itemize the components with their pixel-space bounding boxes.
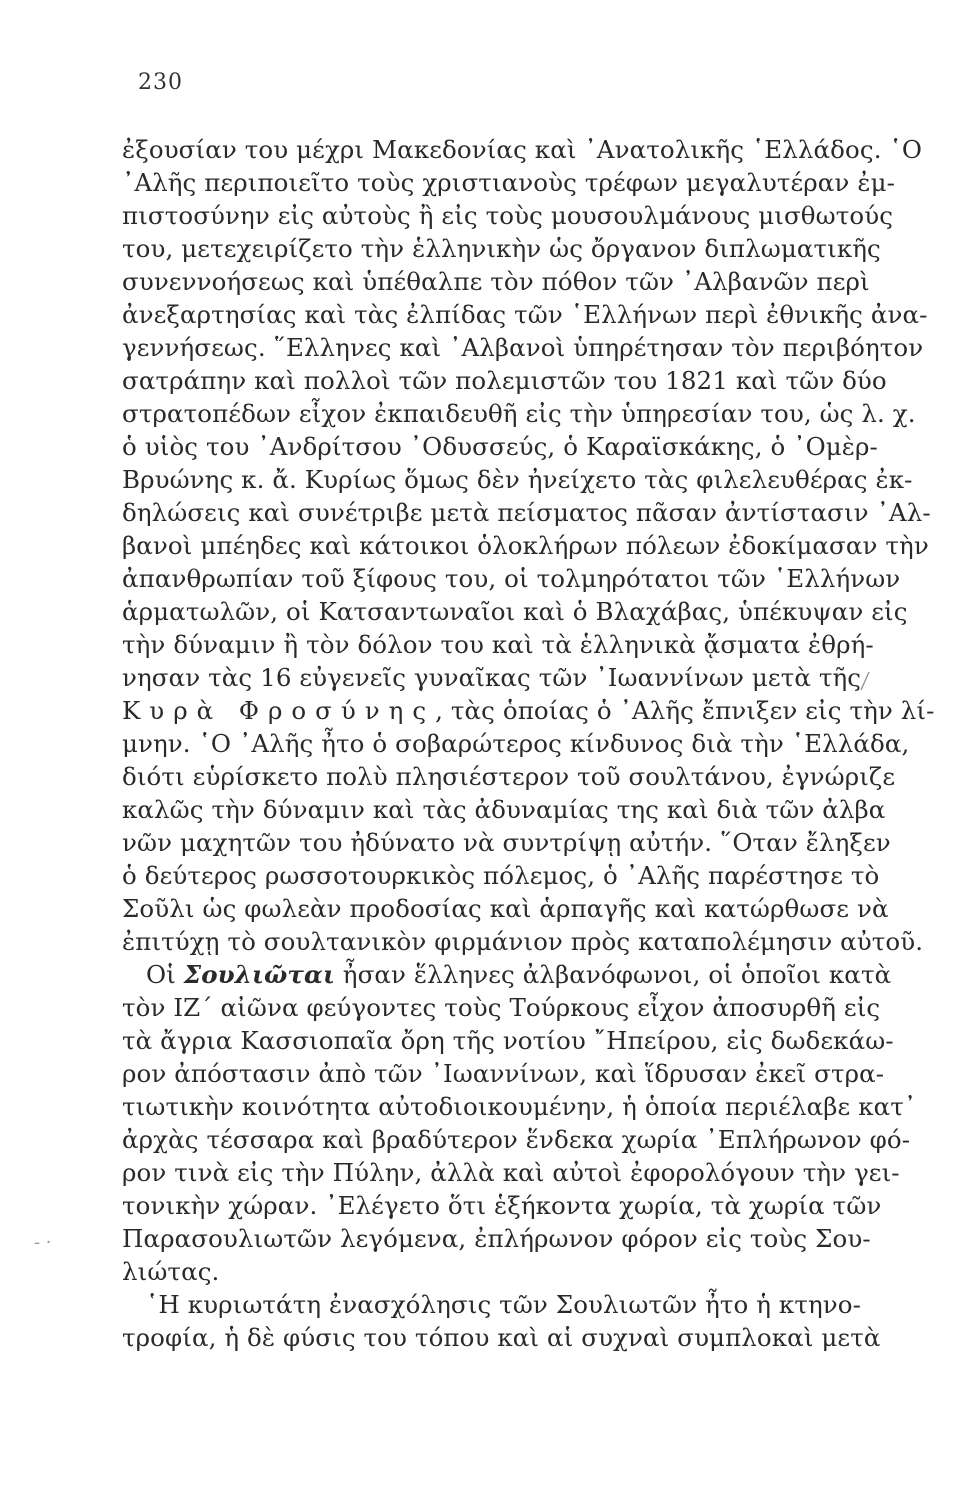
text-line: τὸν ΙΖ΄ αἰῶνα φεύγοντες τοὺς Τούρκους εἶχον ἀποσυρθῆ εἰς: [122, 993, 881, 1022]
text-line: Βρυώνης κ. ἄ. Κυρίως ὅμως δὲν ἠνείχετο τὰς φιλελευθέρας ἐκ-: [122, 465, 913, 494]
text-line: τὰ ἄγρια Κασσιοπαῖα ὄρη τῆς νοτίου ῎Ηπείρου, εἰς δωδεκάω-: [122, 1026, 894, 1055]
text-fragment: ἦσαν ἕλληνες ἀλβανόφωνοι, οἱ ὁποῖοι κατὰ: [334, 960, 892, 989]
text-line: ἀπανθρωπίαν τοῦ ξίφους του, οἱ τολμηρότατοι τῶν ῾Ελλήνων: [122, 564, 901, 593]
text-line: καλῶς τὴν δύναμιν καὶ τὰς ἀδυναμίας της καὶ διὰ τῶν ἀλβα: [122, 795, 886, 824]
text-line: ὁ δεύτερος ρωσσοτουρκικὸς πόλεμος, ὁ ᾿Αλῆς παρέστησε τὸ: [122, 861, 880, 890]
text-line: ἀρχὰς τέσσαρα καὶ βραδύτερον ἕνδεκα χωρία ᾿Επλήρωνον φό-: [122, 1125, 911, 1154]
margin-mark: - ·: [34, 1232, 52, 1253]
text-line: συνεννοήσεως καὶ ὑπέθαλπε τὸν πόθον τῶν ᾿Αλβανῶν περὶ: [122, 267, 870, 296]
emphasized-name: Κυρὰ Φροσύνης: [122, 696, 436, 725]
text-line: λιώτας.: [122, 1257, 220, 1286]
text-line: ἁρματωλῶν, οἱ Κατσαντωναῖοι καὶ ὁ Βλαχάβας, ὑπέκυψαν εἰς: [122, 597, 908, 626]
text-line: του, μετεχειρίζετο τὴν ἑλληνικὴν ὡς ὄργανον διπλωματικῆς: [122, 234, 881, 263]
paragraph-start: ῾Η κυριωτάτη ἐνασχόλησις τῶν Σουλιωτῶν ἦτο ἡ κτηνο-: [146, 1290, 861, 1319]
text-line: τὴν δύναμιν ἢ τὸν δόλον του καὶ τὰ ἑλληνικὰ ᾄσματα ἐθρή-: [122, 630, 874, 659]
text-line: ρον ἀπόστασιν ἀπὸ τῶν ᾿Ιωαννίνων, καὶ ἵδρυσαν ἐκεῖ στρα-: [122, 1059, 885, 1088]
text-line: ἐξουσίαν του μέχρι Μακεδονίας καὶ ᾿Ανατολικῆς ῾Ελλάδος. ῾Ο: [122, 135, 923, 164]
text-line: δηλώσεις καὶ συνέτριβε μετὰ πείσματος πᾶσαν ἀντίστασιν ᾿Αλ-: [122, 498, 931, 527]
text-line: ἐπιτύχῃ τὸ σουλτανικὸν φιρμάνιον πρὸς καταπολέμησιν αὐτοῦ.: [122, 927, 924, 956]
text-line: γεννήσεως. ῞Ελληνες καὶ ᾿Αλβανοὶ ὑπηρέτησαν τὸν περιβόητον: [122, 333, 924, 362]
text-line: τονικὴν χώραν. ᾿Ελέγετο ὅτι ἑξήκοντα χωρία, τὰ χωρία τῶν: [122, 1191, 882, 1220]
paragraph-start-souliotai: [122, 958, 892, 991]
text-line: ρον τινὰ εἰς τὴν Πύλην, ἀλλὰ καὶ αὐτοὶ ἐφορολόγουν τὴν γει-: [122, 1158, 900, 1187]
text-line: τροφία, ἡ δὲ φύσις του τόπου καὶ αἱ συχναὶ συμπλοκαὶ μετὰ: [122, 1323, 881, 1352]
text-fragment: , τὰς ὁποίας ὁ ᾿Αλῆς ἔπνιξεν εἰς τὴν λί-: [435, 696, 935, 725]
text-line: Σοῦλι ὡς φωλεὰν προδοσίας καὶ ἁρπαγῆς καὶ κατώρθωσε νὰ: [122, 894, 889, 923]
text-line-kyra-frosyni: [122, 694, 935, 727]
text-line: διότι εὑρίσκετο πολὺ πλησιέστερον τοῦ σουλτάνου, ἐγνώριζε: [122, 762, 896, 791]
stray-ink-mark: [857, 670, 873, 692]
text-fragment: Οἱ: [146, 960, 184, 989]
text-line: μνην. ῾Ο ᾿Αλῆς ἦτο ὁ σοβαρώτερος κίνδυνος διὰ τὴν ῾Ελλάδα,: [122, 729, 910, 758]
text-line: ὁ υἱὸς του ᾿Ανδρίτσου ᾿Οδυσσεύς, ὁ Καραϊσκάκης, ὁ ᾿Ομὲρ-: [122, 432, 878, 461]
text-line: βανοὶ μπέηδες καὶ κάτοικοι ὁλοκλήρων πόλεων ἐδοκίμασαν τὴν: [122, 531, 929, 560]
text-line: ἀνεξαρτησίας καὶ τὰς ἐλπίδας τῶν ῾Ελλήνων περὶ ἐθνικῆς ἀνα-: [122, 300, 928, 329]
emphasized-term: Σουλιῶται: [183, 960, 335, 989]
text-line: στρατοπέδων εἶχον ἐκπαιδευθῆ εἰς τὴν ὑπηρεσίαν του, ὡς λ. χ.: [122, 399, 916, 428]
text-line: πιστοσύνην εἰς αὐτοὺς ἢ εἰς τοὺς μουσουλμάνους μισθωτούς: [122, 201, 894, 230]
text-line: τιωτικὴν κοινότητα αὐτοδιοικουμένην, ἡ ὁποία περιέλαβε κατ᾿: [122, 1092, 917, 1121]
page-number: 230: [138, 70, 183, 95]
text-line: νῶν μαχητῶν του ἠδύνατο νὰ συντρίψῃ αὐτήν. ῞Οταν ἔληξεν: [122, 828, 891, 857]
text-line: σατράπην καὶ πολλοὶ τῶν πολεμιστῶν του 1821 καὶ τῶν δύο: [122, 366, 887, 395]
text-line: νησαν τὰς 16 εὐγενεῖς γυναῖκας τῶν ᾿Ιωαννίνων μετὰ τῆς: [122, 663, 862, 692]
text-line: Παρασουλιωτῶν λεγόμενα, ἐπλήρωνον φόρον εἰς τοὺς Σου-: [122, 1224, 871, 1253]
body-text: [122, 133, 935, 1354]
text-line: ᾿Αλῆς περιποιεῖτο τοὺς χριστιανοὺς τρέφων μεγαλυτέραν ἐμ-: [122, 168, 895, 197]
